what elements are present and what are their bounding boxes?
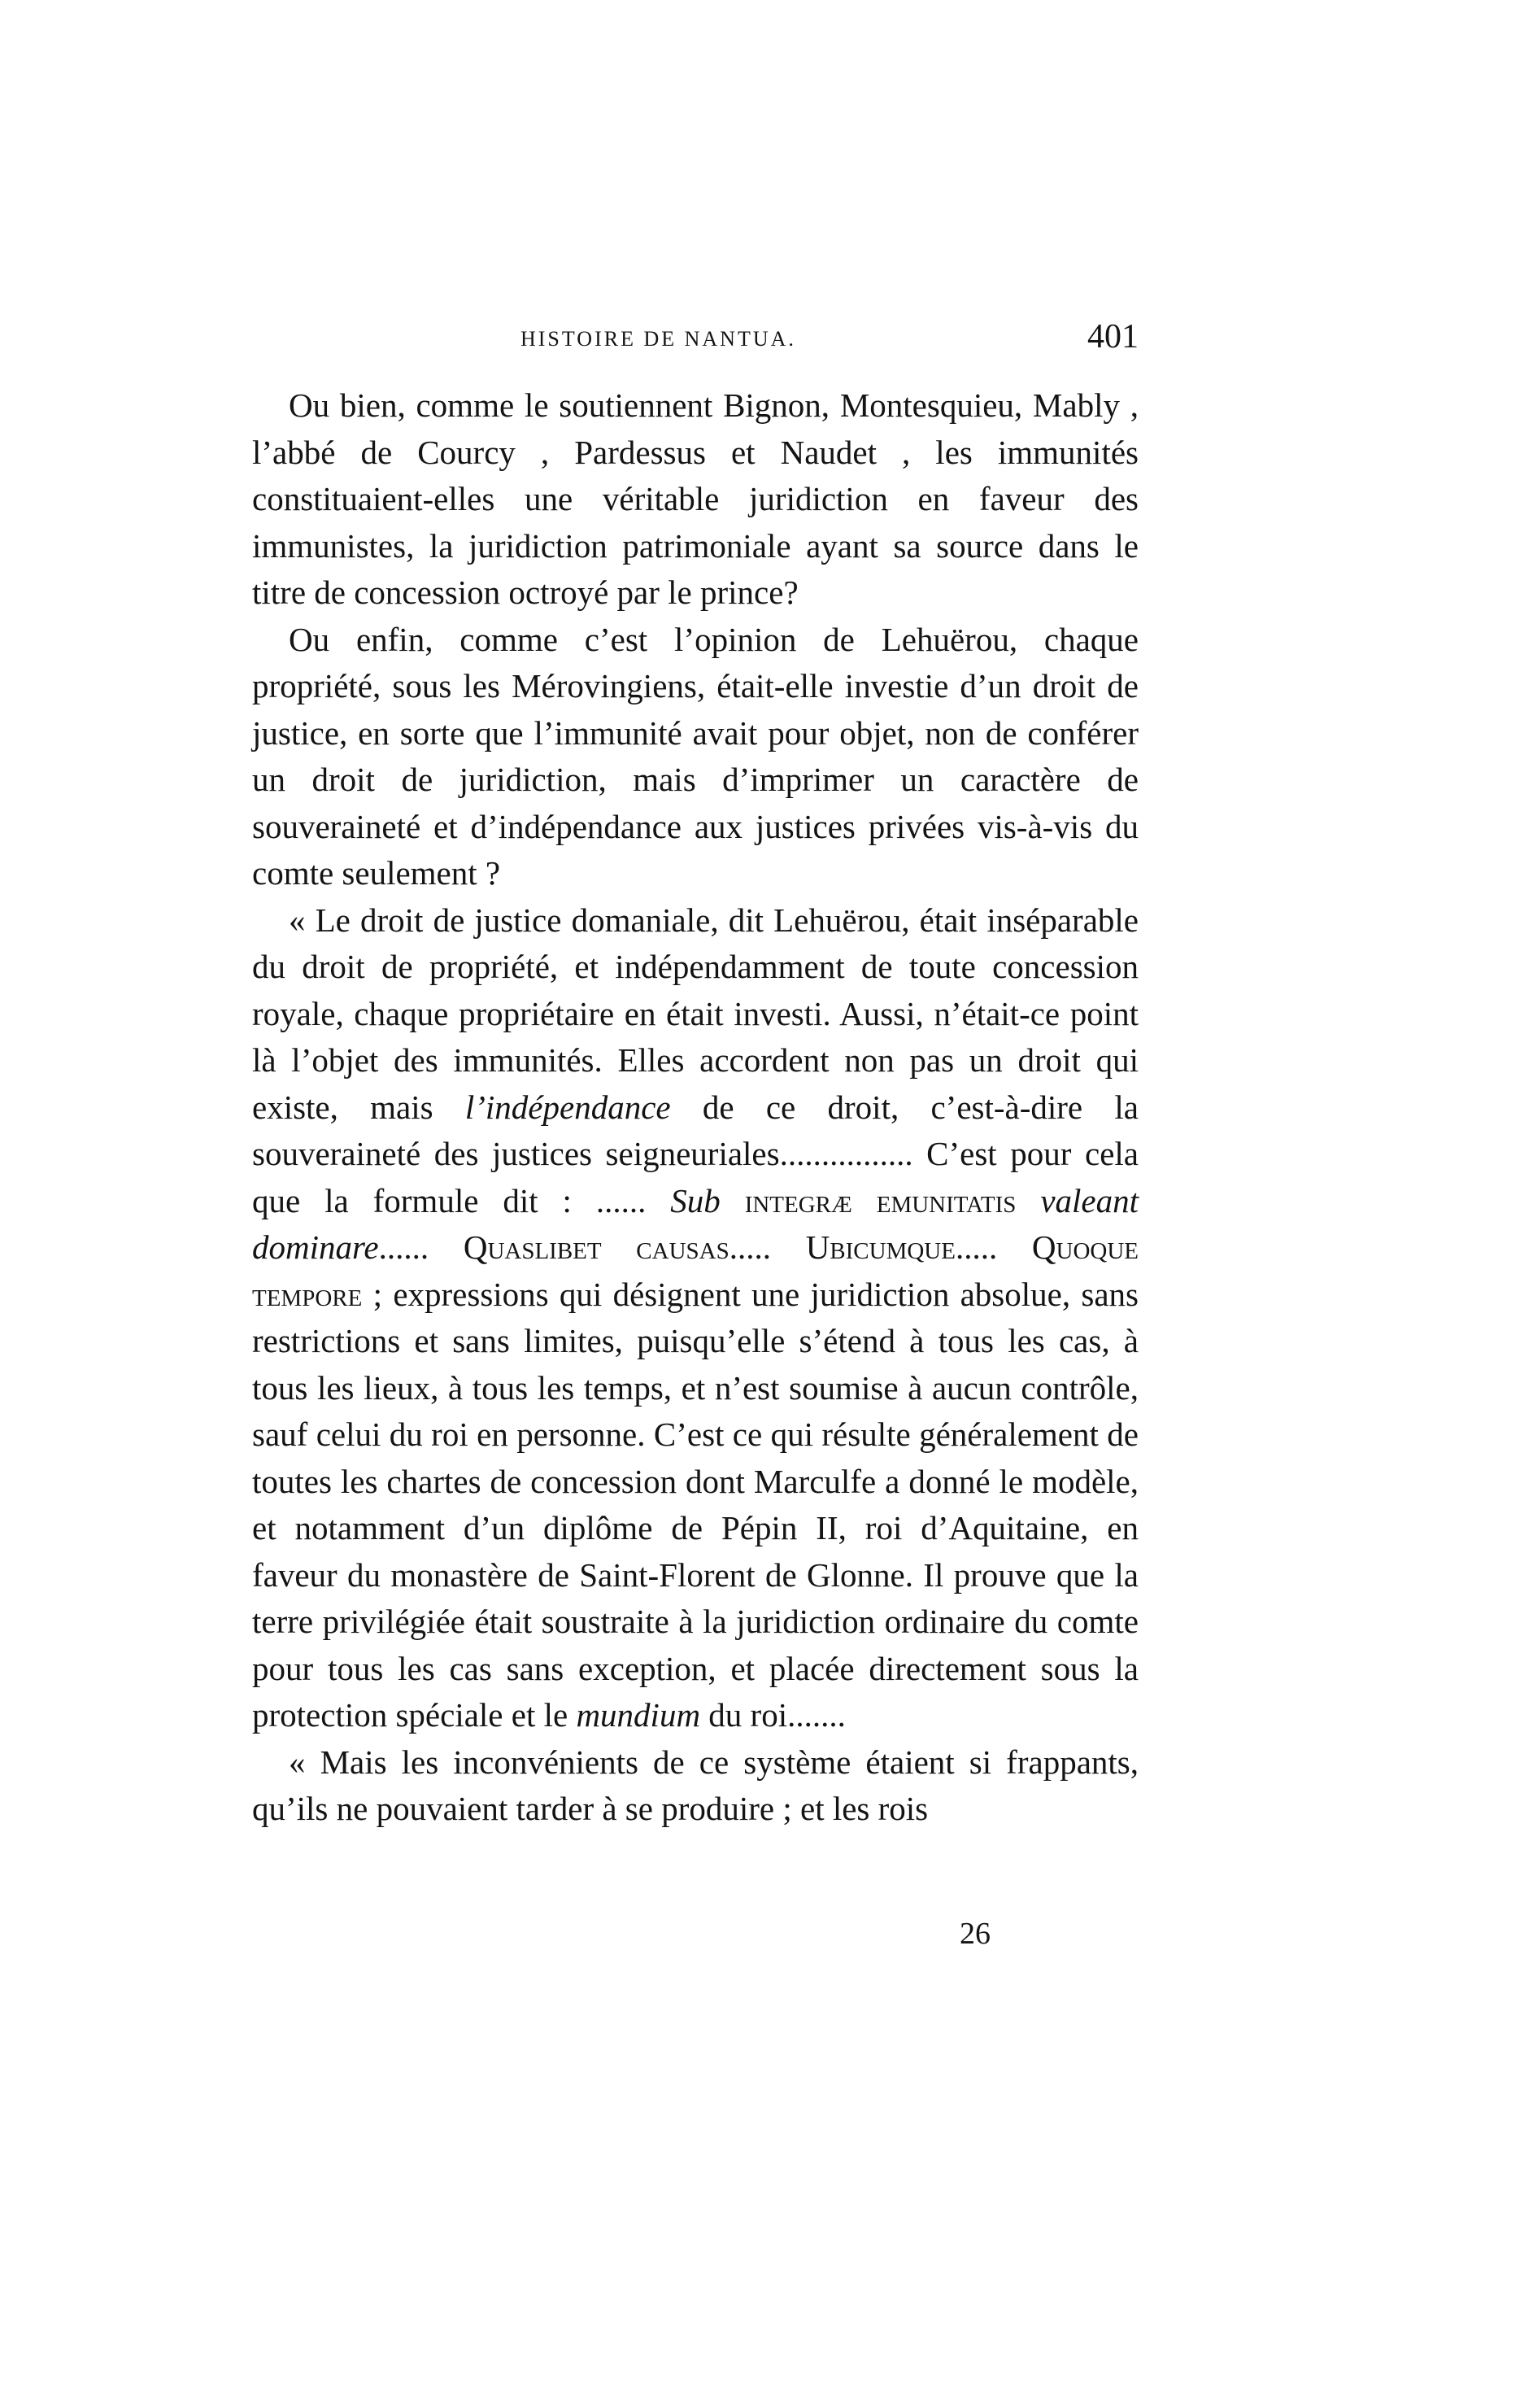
signature-mark: 26 (960, 1917, 991, 1951)
latin-integrae-emunitatis: integræ emunitatis (744, 1181, 1017, 1219)
latin-quoque-tempore: Quoque tempore (252, 1228, 1139, 1313)
emphasis-independance: l’indépendance (464, 1088, 671, 1126)
page-number: 401 (1087, 318, 1139, 356)
emphasis-mundium: mundium (576, 1696, 701, 1734)
quote-text-3: ; expressions qui désignent une juridiction absolue, sans restrictions et sans limites, puisqu’elle s’étend à tous les cas, à tous les lieux, à tous les temps, et n’est soumise à aucun contrôle, sauf celui du roi en personne. C’est ce qui résulte généralement de toutes les chartes de concession dont Marculfe a donné le modèle, et notamment d’un diplôme de Pépin II, roi d’Aquitaine, en faveur du monastère de Saint-Florent de Glonne. Il prouve que la terre privilégiée était soustraite à la juridiction ordinaire du comte pour tous les cas sans exception, et placée directement sous la protection spéciale et le (252, 1275, 1139, 1734)
latin-dots-1: ..... (729, 1228, 806, 1266)
quote-text-2: de ce droit, c’est-à-dire la souveraineté des justices seigneuriales................ C’est pour cela que la formule dit : ...... (252, 1088, 1139, 1219)
quote-text-1: « Le droit de justice domaniale, dit Lehuërou, était inséparable du droit de propriété, et indépendamment de toute concession royale, chaque propriétaire en était investi. Aussi, n’était-ce point là l’objet des immunités. Elles accordent non pas un droit qui existe, mais (252, 901, 1139, 1126)
latin-valeant-dominare: valeant dominare (252, 1181, 1139, 1266)
paragraph-1: Ou bien, comme le soutiennent Bignon, Montesquieu, Mably , l’abbé de Courcy , Pardessus et Naudet , les immunités constituaient-elles une véritable juridiction en faveur des immunistes, la juridiction patrimoniale ayant sa source dans le titre de concession octroyé par le prince? (252, 386, 1139, 611)
paragraph-2: Ou enfin, comme c’est l’opinion de Lehuërou, chaque propriété, sous les Mérovingiens, était-elle investie d’un droit de justice, en sorte que l’immunité avait pour objet, non de conférer un droit de juridiction, mais d’imprimer un caractère de souveraineté et d’indépendance aux justices privées vis-à-vis du comte seulement ? (252, 620, 1139, 892)
running-header (520, 317, 1139, 366)
latin-ubicumque: Ubicumque (805, 1228, 956, 1266)
paragraph-last: « Mais les inconvénients de ce système étaient si frappants, qu’ils ne pouvaient tarder à se produire ; et les rois (252, 1743, 1139, 1827)
quotation-paragraph (252, 897, 1139, 1739)
quote-text-4: du roi....... (700, 1696, 846, 1734)
latin-sub: Sub (670, 1181, 721, 1219)
running-title: HISTOIRE DE NANTUA. (520, 327, 796, 351)
body-text (252, 382, 1139, 1833)
latin-dots-0: ...... (378, 1228, 429, 1266)
latin-dots-2: ..... (955, 1228, 1032, 1266)
latin-quaslibet-causas: Quaslibet causas (463, 1228, 729, 1266)
